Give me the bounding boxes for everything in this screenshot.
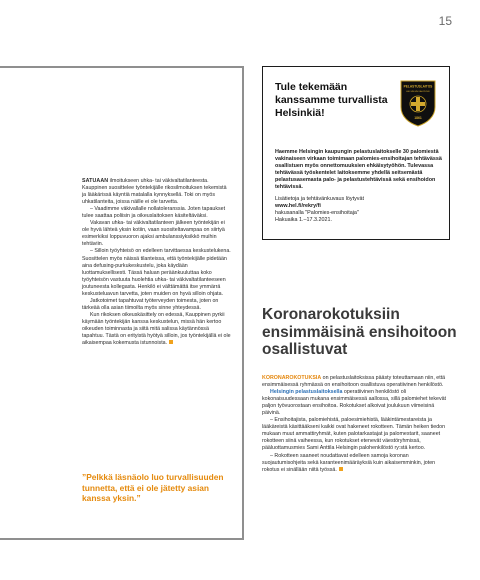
paragraph	[82, 178, 232, 206]
organization-name: Helsingin pelastuslaitoksella	[270, 389, 343, 396]
ad-notice: hakusanalla "Palomies-ensihoitaja"	[275, 209, 359, 216]
emblem-top-text: PELASTUSLAITOS	[403, 84, 433, 89]
paragraph	[262, 375, 447, 389]
paragraph-text: Kun rikoksen oikeuskäsittely on edessä, Kauppinen pyrkii käymään työntekijän kanssa keskustelun, missä hän kertoo oikeuden toiminnasta ja siitä mitä salissa käytännössä tapahtuu. Tästä on erityistä hyötyä silloin, jos työntekijällä ei ole aikaisempaa kokemusta istunnoista.	[82, 311, 231, 347]
ad-more-info	[275, 196, 443, 224]
lead-word: SATUAAN	[82, 178, 109, 184]
paragraph: Jatkotoimet tapahtuvat työterveyden toimesta, joten on tärkeää olla asian tiimoilta myös sinne yhteydessä.	[82, 297, 219, 311]
lead-word: KORONAROKOTUKSIA	[262, 375, 322, 381]
paragraph	[82, 312, 232, 347]
paragraph-text: ilmoitukseen uhka- tai väkivaltatilanteesta. Kauppinen suosittelee työntekijälle rikosilmoituksen tekemistä ja lääkärissä käyntiä matalalla kynnyksellä. Toki on myös uhkatilanteita, joissa näille ei ole tarvetta.	[82, 178, 227, 206]
ad-intro: Haemme Helsingin kaupungin pelastuslaitokselle 30 palomiestä vakinaiseen virkaan toimimaan palomies-ensihoitajan tehtävässä osallistuen myös onnettomuuksien ehkäisytyöhön. Tulevassa tehtävässä työskentelet laitoksemme yhdellä seitsemästä pelastusasemasta palo- ja pelastustehtävissä sekä ensihoidon tehtävissä.	[275, 149, 442, 191]
emblem-year: 1861	[414, 116, 422, 120]
end-mark-icon	[339, 467, 343, 471]
paragraph: – Ensihoitajista, palomiehistä, paloesimiehistä, lääkintämestareista ja lääkäreistä käsittääkseni kaikki ovat hakeneet rokotteen. Tämän heiken tiedon mukaan muut ammattiryhmät, kuten palotarkastajat ja palomestarit, saaneet rokotteen siinä vaiheessa, kun rokotukset etenevät väestöryhmissä, pääluottamusmies Sami Anttila Helsingin palohenkilöstö ry:stä kertoo.	[262, 417, 446, 452]
ad-title: Tule tekemään kanssamme turvallista Helsinkiä!	[275, 81, 388, 119]
left-article-body	[82, 178, 232, 347]
fire-department-emblem-icon	[399, 79, 437, 127]
ad-body	[275, 149, 443, 228]
ad-link[interactable]: www.hel.fi/rekry/fi	[275, 202, 321, 209]
paragraph: Vakavan uhka- tai väkivaltatilanteen jälkeen työntekijän ei ole hyvä lähteä yksin kotiin, vaan suositeltavampaa on siirtyä esimerkiksi loppuvuoron ajaksi ambulanssiyksikkö muihin tehtäviin.	[82, 220, 225, 248]
paragraph-text: – Rokotteen saaneet noudattavat edelleen samoja koronan suojautumisohjeita sekä karanteenimääräyksiä kuin aikaisemminkin, joten rokotus ei sinällään niitä työssä.	[262, 452, 436, 473]
recruitment-ad	[262, 66, 450, 240]
paragraph	[262, 453, 447, 474]
right-article-body	[262, 375, 447, 474]
emblem-sub-text: HELSINGIN KAUPUNKI	[406, 91, 430, 93]
pull-quote: ”Pelkkä läsnäolo luo turvallisuuden tunnetta, että ei ole jätetty asian kanssa yksin.”	[82, 472, 224, 504]
paragraph: – Vaadimme väkivallalle nollatoleranssia. Joten tapaukset tulee saattaa poliisin ja oikeuslaitoksen käsiteltäväksi.	[82, 206, 226, 220]
paragraph-text: on pelastuslaitoksissa päästy toteuttamaan niin, että ensimmäisessä ryhmässä on ensihoitoon osallistuva operatiivinen henkilöstö.	[262, 375, 446, 389]
ad-info-label: Lisätietoja ja tehtävänkuvaus löytyvät	[275, 195, 364, 202]
page-number: 15	[438, 14, 452, 28]
paragraph: – Silloin työyhteisö on edelleen tarvittaessa keskustelukena. Suosittelen myös näissä tilanteissa, että työntekijälle pidetään aina defusing-purkukeskustelu, joka käydään luottamuksellisesti. Tässä haluan peräänkuuluttaa koko työyhteisön vastuuta huolehtia uhka- tai väkivaltatilanteeseen joutuneesta kollegasta. Henkilö ei välttämättä itse ymmärrä keskusteluavun tarvetta, joten muiden on hyvä silloin ohjata.	[82, 248, 231, 297]
paragraph	[262, 389, 447, 417]
article-headline: Koronarokotuksiin ensimmäisinä ensihoitoon osallistuvat	[262, 306, 457, 359]
end-mark-icon	[169, 340, 173, 344]
paragraph-text: operatiivinen henkilöstö oli kokonaisuudessaan mukana ensimmäisessä aallossa, sillä palomiehet tekevät paljon työvuorostaan ensihoitoa. Rokotukset alkoivat joulukuun viimeisinä päivinä.	[262, 389, 447, 417]
ad-period: Hakuaika 1.–17.3.2021.	[275, 216, 332, 223]
